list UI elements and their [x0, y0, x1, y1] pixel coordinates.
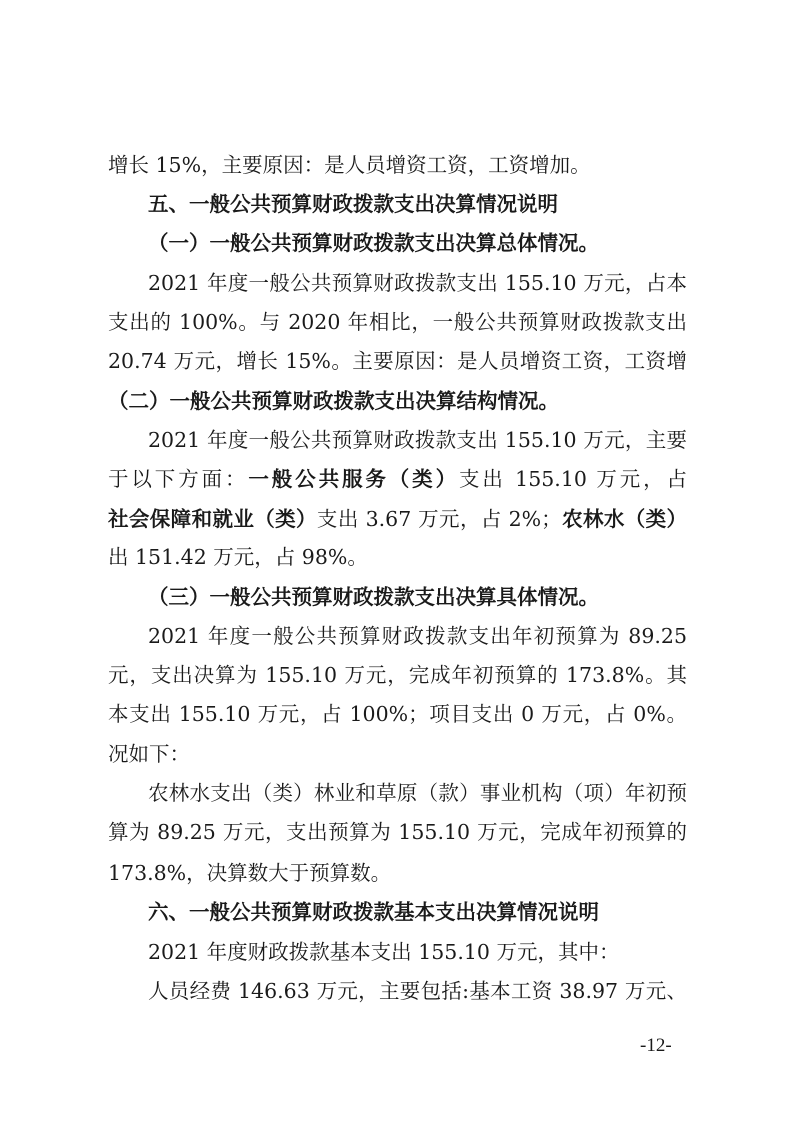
- paragraph-line: [108, 701, 687, 727]
- subheading-1: [148, 230, 599, 256]
- text-segment: 增长 15%，主要原因：是人员增资工资，工资增加。: [108, 153, 591, 177]
- bold-text: 六、一般公共预算财政拨款基本支出决算情况说明: [148, 900, 599, 924]
- paragraph-line: [108, 741, 190, 767]
- paragraph-line: [148, 270, 687, 296]
- paragraph-line: [108, 152, 591, 178]
- text-segment: 况如下：: [108, 742, 190, 766]
- paragraph-line: [108, 860, 391, 886]
- page-number: -12-: [640, 1035, 672, 1056]
- text-segment: 173.8%，决算数大于预算数。: [108, 861, 392, 885]
- text-segment: 支出的 100%。与 2020 年相比，一般公共预算财政拨款支出: [108, 310, 687, 334]
- text-segment: 于以下方面：: [108, 467, 249, 491]
- text-segment: 2021 年度一般公共预算财政拨款支出年初预算为 89.25: [148, 624, 687, 648]
- bold-text: （三）一般公共预算财政拨款支出决算具体情况。: [148, 585, 599, 609]
- bold-text: （一）一般公共预算财政拨款支出决算总体情况。: [148, 231, 599, 255]
- bold-text: 农林水（类）: [561, 507, 687, 531]
- bold-text: 一般公共服务（类）: [248, 467, 459, 491]
- text-segment: 农林水支出（类）林业和草原（款）事业机构（项）年初预: [148, 781, 687, 805]
- text-segment: 20.74 万元，增长 15%。主要原因：是人员增资工资，工资增: [108, 349, 687, 373]
- paragraph-line: [108, 466, 687, 492]
- bold-text: 五、一般公共预算财政拨款支出决算情况说明: [148, 192, 558, 216]
- paragraph-line: [148, 939, 619, 965]
- paragraph-line: [108, 506, 687, 532]
- paragraph-line: [148, 780, 687, 806]
- paragraph-line: [148, 623, 687, 649]
- text-segment: 2021 年度财政拨款基本支出 155.10 万元，其中：: [148, 940, 620, 964]
- text-segment: 支出 155.10 万元，占: [458, 467, 687, 491]
- text-segment: 支出 3.67 万元，占 2%；: [316, 507, 562, 531]
- text-segment: 出 151.42 万元，占 98%。: [108, 545, 368, 569]
- paragraph-line: [108, 348, 687, 374]
- paragraph-line: [148, 978, 687, 1004]
- paragraph-line: [108, 309, 687, 335]
- paragraph-line: [108, 544, 368, 570]
- bold-text: 社会保障和就业（类）: [108, 507, 317, 531]
- section-heading-5: [148, 191, 558, 217]
- subheading-2: [108, 388, 559, 414]
- text-segment: 算为 89.25 万元，支出预算为 155.10 万元，完成年初预算的: [108, 820, 687, 844]
- subheading-3: [148, 584, 599, 610]
- text-segment: 本支出 155.10 万元，占 100%；项目支出 0 万元，占 0%。: [108, 702, 687, 726]
- paragraph-line: [108, 819, 687, 845]
- bold-text: （二）一般公共预算财政拨款支出决算结构情况。: [108, 389, 559, 413]
- paragraph-line: [148, 427, 687, 453]
- text-segment: 元，支出决算为 155.10 万元，完成年初预算的 173.8%。其: [108, 663, 687, 687]
- text-segment: 人员经费 146.63 万元，主要包括:基本工资 38.97 万元、: [148, 979, 687, 1003]
- text-segment: 2021 年度一般公共预算财政拨款支出 155.10 万元，占本: [148, 271, 687, 295]
- paragraph-line: [108, 662, 687, 688]
- text-segment: 2021 年度一般公共预算财政拨款支出 155.10 万元，主要: [148, 428, 687, 452]
- section-heading-6: [148, 899, 599, 925]
